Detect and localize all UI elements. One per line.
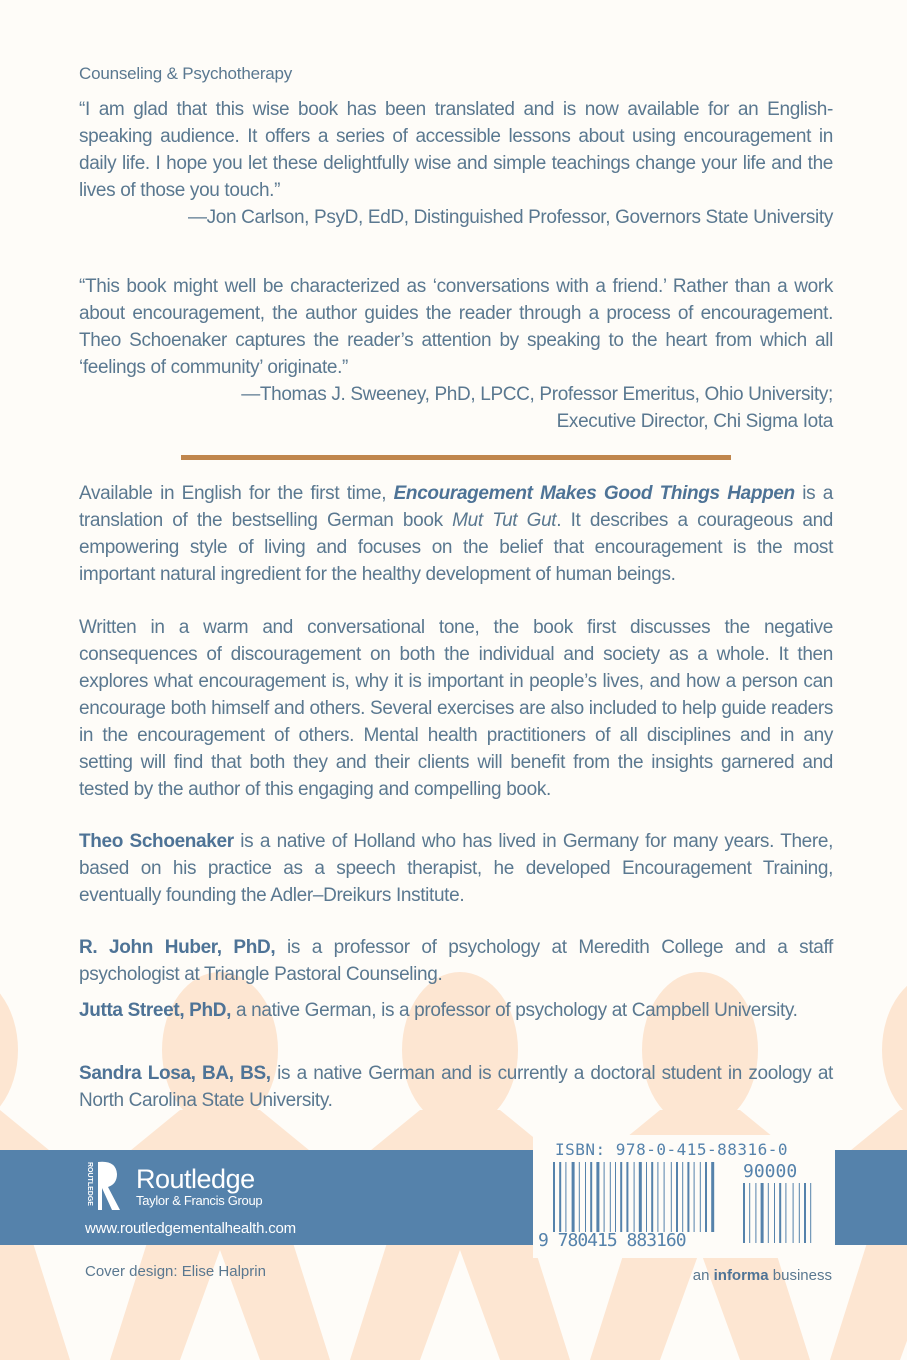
figure-head — [882, 972, 907, 1128]
barcode-addon-bar — [774, 1183, 775, 1243]
barcode-addon-bar — [799, 1183, 800, 1243]
barcode-bar — [572, 1162, 575, 1232]
barcode-bar — [694, 1162, 695, 1232]
bio-text: is a native of Holland who has lived in Germany for many years. There, based on his practice as a speech therapist, he developed Encouragement Training, eventually founding the Adler–Dreikurs Institute. — [79, 831, 834, 906]
routledge-logo — [84, 1160, 262, 1212]
bio-name: R. John Huber, PhD, — [79, 937, 276, 958]
endorsement-1 — [79, 96, 833, 231]
barcode-bar — [646, 1162, 647, 1232]
bio-name: Jutta Street, PhD, — [79, 1000, 232, 1021]
barcode-bar — [596, 1162, 599, 1232]
endorsement-attribution: Executive Director, Chi Sigma Iota — [556, 411, 833, 432]
barcode-bar — [639, 1162, 642, 1232]
barcode-addon-bar — [755, 1183, 756, 1243]
barcode-bar — [676, 1162, 678, 1232]
barcode-addon-bar — [785, 1183, 786, 1243]
barcode-bar — [620, 1162, 622, 1232]
barcode-addon-bar — [768, 1183, 769, 1243]
publisher-url[interactable]: www.routledgementalhealth.com — [85, 1220, 296, 1237]
category-label: Counseling & Psychotherapy — [79, 64, 293, 83]
bio-name: Theo Schoenaker — [79, 831, 234, 852]
bio-theo-schoenaker — [79, 828, 833, 909]
barcode-bar — [700, 1162, 701, 1232]
barcode-bar — [610, 1162, 611, 1232]
endorsement-quote: “This book might well be characterized as ‘conversations with a friend.’ Rather than a work about encouragement, the author guides the reader through a process of encouragement. Theo Schoenaker captures the reader’s attention by speaking to the heart from which all ‘feelings of community’ originate.” — [79, 276, 833, 378]
bio-text: is a native German and is currently a doctoral student in zoology at North Carolina State University. — [79, 1063, 833, 1111]
barcode-bar — [634, 1162, 635, 1232]
barcode-bar — [604, 1162, 605, 1232]
barcode-addon-bar — [810, 1183, 811, 1243]
informa-business-tagline — [693, 1267, 832, 1284]
section-divider — [181, 455, 731, 460]
informa-brand: informa — [713, 1267, 769, 1284]
routledge-r-icon — [84, 1160, 128, 1212]
barcode-addon-bar — [804, 1183, 806, 1243]
bio-sandra-losa — [79, 1060, 833, 1114]
barcode-bar — [585, 1162, 586, 1232]
svg-text:ROUTLEDGE: ROUTLEDGE — [86, 1162, 93, 1206]
german-title: Mut Tut Gut — [452, 510, 557, 531]
text: an — [692, 1267, 714, 1284]
bio-text: a native German, is a professor of psychology at Campbell University. — [231, 1000, 798, 1021]
barcode-bar — [657, 1162, 658, 1232]
barcode-addon-bar — [761, 1183, 764, 1243]
barcode-bar — [705, 1162, 707, 1232]
barcode-addon-bar — [743, 1183, 745, 1243]
book-title: Encouragement Makes Good Things Happen — [393, 483, 795, 504]
text: . It describes a courageous and empowering style of living and focuses on the belief that encouragement is the most important natural ingredient for the healthy development of human beings. — [79, 510, 834, 585]
barcode-bar — [664, 1162, 665, 1232]
ean-digits: 9 780415 883160 — [538, 1230, 686, 1251]
barcode-addon-bar — [793, 1183, 794, 1243]
barcode-bar — [579, 1162, 580, 1232]
barcode-bar — [553, 1162, 555, 1232]
description-paragraph-1 — [79, 480, 833, 588]
bio-john-huber — [79, 934, 833, 988]
isbn-barcode — [533, 1135, 835, 1258]
bio-name: Sandra Losa, BA, BS, — [79, 1063, 271, 1084]
text: business — [768, 1267, 832, 1284]
bio-text: is a professor of psychology at Meredith College and a staff psychologist at Triangle Pastoral Counseling. — [79, 937, 833, 985]
barcode-bar — [626, 1162, 628, 1232]
endorsement-attribution: —Thomas J. Sweeney, PhD, LPCC, Professor Emeritus, Ohio University; — [241, 384, 833, 405]
text: Available in English for the first time, — [79, 483, 394, 504]
publisher-name: Routledge — [136, 1163, 255, 1194]
barcode-bar — [559, 1162, 561, 1232]
barcode-addon-bar — [779, 1183, 781, 1243]
barcode-bar — [671, 1162, 672, 1232]
isbn-label: ISBN: 978-0-415-88316-0 — [555, 1140, 789, 1159]
barcode-bar — [687, 1162, 689, 1232]
barcode-bar — [711, 1162, 714, 1232]
figure-head — [0, 972, 18, 1128]
description-paragraph-2: Written in a warm and conversational tone, the book first discusses the negative consequences of discouragement on both the individual and society as a whole. It then explores what encouragement is, why it is important in people’s lives, and how a person can encourage both himself and others. Several exercises are also included to help guide readers in the encouragement of others. Mental health practitioners of all disciplines and in any setting will find that both they and their clients will benefit from the insights garnered and tested by the author of this engaging and compelling book. — [79, 617, 833, 800]
publisher-group: Taylor & Francis Group — [136, 1192, 263, 1208]
endorsement-2 — [79, 273, 833, 435]
barcode-bar — [590, 1162, 592, 1232]
endorsement-quote: “I am glad that this wise book has been translated and is now available for an English-speaking audience. It offers a series of accessible lessons about using encouragement in daily life. I hope you let these delightfully wise and simple teachings change your life and the lives of those you touch.” — [79, 99, 833, 201]
barcode-addon-bar — [749, 1183, 750, 1243]
cover-design-credit: Cover design: Elise Halprin — [85, 1263, 266, 1280]
bio-jutta-street — [79, 997, 833, 1024]
endorsement-attribution: —Jon Carlson, PsyD, EdD, Distinguished Professor, Governors State University — [188, 207, 833, 228]
price-code: 90000 — [743, 1161, 798, 1182]
barcode-bar — [565, 1162, 566, 1232]
barcode-bar — [682, 1162, 683, 1232]
barcode-bar — [651, 1162, 653, 1232]
text: is a translation of the bestselling German book — [79, 483, 833, 531]
barcode-bar — [615, 1162, 616, 1232]
